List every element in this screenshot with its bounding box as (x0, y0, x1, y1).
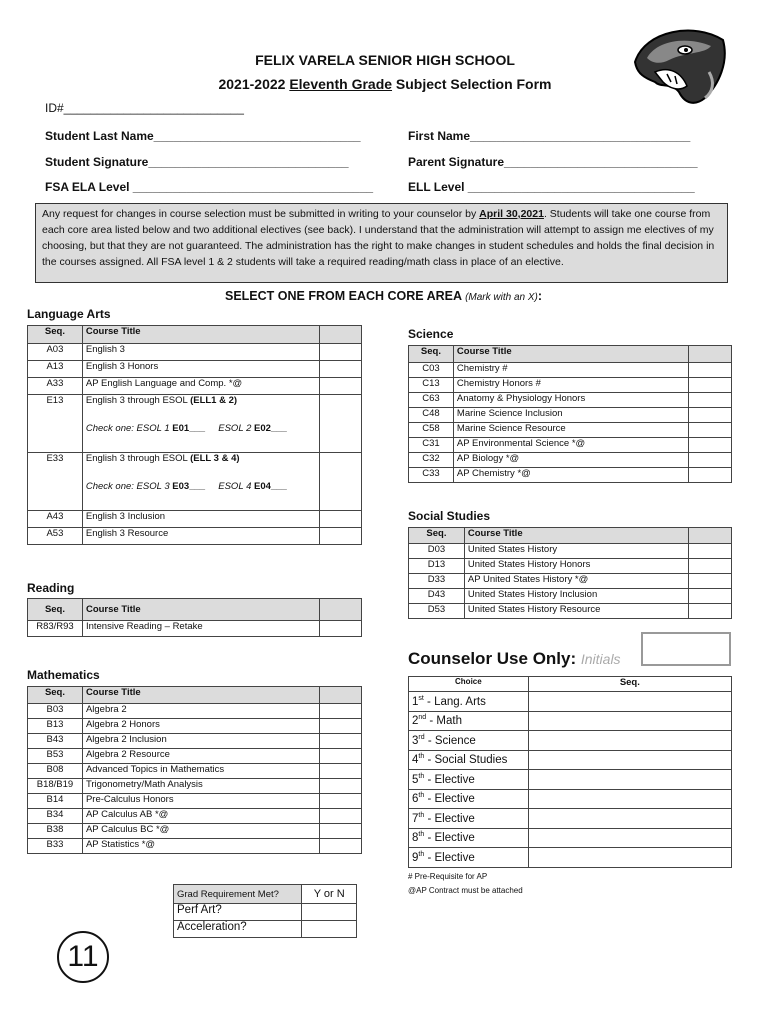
mark-cell[interactable] (689, 589, 732, 604)
course-seq: B43 (28, 734, 83, 749)
course-title (82, 453, 319, 511)
choice-number: 4 (412, 754, 419, 767)
esol-option-e04[interactable]: E04___ (254, 481, 287, 492)
table-row (28, 361, 362, 378)
col-course-title: Course Title (82, 326, 319, 344)
mark-cell[interactable] (320, 395, 362, 453)
table-row (409, 423, 732, 438)
col-course-title: Course Title (464, 528, 688, 544)
course-seq: D13 (409, 559, 465, 574)
course-seq: E13 (28, 395, 83, 453)
course-title-level: (ELL1 & 2) (190, 395, 238, 406)
course-seq: C13 (409, 378, 454, 393)
mark-cell[interactable] (689, 544, 732, 559)
choice-label (409, 692, 529, 712)
course-seq: C03 (409, 363, 454, 378)
school-name: FELIX VARELA SENIOR HIGH SCHOOL (255, 52, 515, 68)
course-title: Anatomy & Physiology Honors (453, 393, 688, 408)
mark-cell[interactable] (320, 528, 362, 545)
mark-cell[interactable] (320, 749, 362, 764)
counselor-table (408, 676, 732, 868)
table-row (409, 453, 732, 468)
col-choice: Choice (409, 677, 529, 692)
table-row (28, 839, 362, 854)
choice-ordinal: th (418, 772, 425, 780)
mathematics-table (27, 686, 362, 854)
course-title: AP United States History *@ (464, 574, 688, 589)
choice-ordinal: th (418, 792, 425, 800)
choice-subject: - Elective (424, 773, 475, 786)
choice-label (409, 750, 529, 770)
course-title-text: English 3 through ESOL (85, 395, 191, 406)
choice-ordinal: rd (418, 733, 425, 741)
choice-subject: - Elective (424, 851, 475, 864)
mark-cell[interactable] (689, 378, 732, 393)
course-title: AP Chemistry *@ (453, 468, 688, 483)
perf-art-label: Perf Art? (174, 904, 302, 921)
table-row (28, 528, 362, 545)
col-mark (320, 687, 362, 704)
acceleration-answer[interactable] (302, 921, 357, 938)
table-row (409, 770, 732, 790)
form-subtitle: Subject Selection Form (392, 76, 552, 92)
choice-label (409, 789, 529, 809)
table-row (409, 731, 732, 751)
notice-box (35, 203, 728, 283)
course-title: Advanced Topics in Mathematics (82, 764, 319, 779)
table-row (28, 734, 362, 749)
id-field[interactable]: ID#___________________________ (45, 101, 244, 115)
choice-label (409, 731, 529, 751)
counselor-title: Counselor Use Only: (408, 649, 581, 668)
mark-cell[interactable] (320, 779, 362, 794)
mark-cell[interactable] (320, 453, 362, 511)
col-seq: Seq. (409, 346, 454, 363)
select-heading-colon: : (537, 289, 543, 303)
course-title: AP Calculus BC *@ (82, 824, 319, 839)
esol-check-mid: ESOL 4 (205, 481, 254, 492)
table-row (409, 848, 732, 868)
form-year: 2021-2022 (218, 76, 290, 92)
course-seq: B03 (28, 704, 83, 719)
mark-cell[interactable] (320, 511, 362, 528)
course-seq: A03 (28, 344, 83, 361)
table-row (409, 559, 732, 574)
seq-entry[interactable] (528, 848, 731, 868)
mark-cell[interactable] (689, 574, 732, 589)
mark-cell[interactable] (320, 794, 362, 809)
mark-cell[interactable] (689, 559, 732, 574)
course-seq: C31 (409, 438, 454, 453)
course-title: Algebra 2 Inclusion (82, 734, 319, 749)
choice-number: 3 (412, 734, 419, 747)
course-title: Algebra 2 (82, 704, 319, 719)
select-heading-text: SELECT ONE FROM EACH CORE AREA (225, 289, 466, 303)
table-row (409, 604, 732, 619)
mark-cell[interactable] (689, 423, 732, 438)
course-title: English 3 Inclusion (82, 511, 319, 528)
course-title: AP English Language and Comp. *@ (82, 378, 319, 395)
course-title: United States History Inclusion (464, 589, 688, 604)
table-row (174, 921, 357, 938)
table-row (28, 809, 362, 824)
table-row (28, 344, 362, 361)
course-title-text: English 3 through ESOL (85, 453, 191, 464)
table-row (409, 574, 732, 589)
table-row (409, 692, 732, 712)
fsa-ela-level-field[interactable]: FSA ELA Level ____________________________________ (45, 180, 374, 194)
seq-entry[interactable] (528, 809, 731, 829)
col-seq: Seq. (28, 326, 83, 344)
esol-check-label: Check one: ESOL 3 (85, 481, 173, 492)
course-seq: B14 (28, 794, 83, 809)
table-row (28, 453, 362, 511)
table-row (174, 904, 357, 921)
seq-entry[interactable] (528, 770, 731, 790)
col-seq: Seq. (528, 677, 731, 692)
table-row (409, 393, 732, 408)
course-seq: B38 (28, 824, 83, 839)
course-seq: B18/B19 (28, 779, 83, 794)
table-row (28, 395, 362, 453)
course-title: Algebra 2 Honors (82, 719, 319, 734)
course-title: AP Statistics *@ (82, 839, 319, 854)
course-seq: C33 (409, 468, 454, 483)
mark-cell[interactable] (320, 764, 362, 779)
course-seq: B33 (28, 839, 83, 854)
grad-requirement-table (173, 884, 357, 938)
grad-requirement-header: Grad Requirement Met? (174, 885, 302, 904)
table-row (409, 468, 732, 483)
col-mark (320, 599, 362, 621)
course-title: English 3 (82, 344, 319, 361)
course-seq: B13 (28, 719, 83, 734)
table-row (28, 824, 362, 839)
mark-cell[interactable] (689, 438, 732, 453)
parent-signature-field[interactable]: Parent Signature_____________________________ (408, 155, 698, 169)
col-course-title: Course Title (82, 687, 319, 704)
course-seq: A33 (28, 378, 83, 395)
choice-number: 8 (412, 832, 419, 845)
seq-entry[interactable] (528, 750, 731, 770)
course-title-level: (ELL 3 & 4) (190, 453, 240, 464)
mark-cell[interactable] (320, 734, 362, 749)
col-seq: Seq. (28, 599, 83, 621)
select-heading (225, 289, 542, 303)
table-row (28, 764, 362, 779)
esol-check-label: Check one: ESOL 1 (85, 423, 173, 434)
course-title: Intensive Reading – Retake (82, 621, 319, 637)
choice-ordinal: st (418, 694, 424, 702)
course-seq: A53 (28, 528, 83, 545)
choice-number: 1 (412, 695, 419, 708)
course-seq: D03 (409, 544, 465, 559)
select-heading-note: (Mark with an X) (465, 292, 538, 303)
course-title: Marine Science Resource (453, 423, 688, 438)
choice-label (409, 770, 529, 790)
choice-subject: - Science (424, 734, 476, 747)
mark-cell[interactable] (689, 604, 732, 619)
mark-cell[interactable] (689, 453, 732, 468)
course-seq: C48 (409, 408, 454, 423)
course-seq: D53 (409, 604, 465, 619)
notice-deadline: April 30,2021 (479, 208, 544, 220)
footnote-prerequisite: # Pre-Requisite for AP (408, 872, 488, 881)
choice-label (409, 848, 529, 868)
choice-label (409, 711, 529, 731)
choice-ordinal: th (418, 811, 425, 819)
notice-text-2: . Students will take one course from each core area listed below and two additional electives (see back). I understand that the administration will attempt to assign me electives of my choosing, but that they are not guaranteed. The administration has the right to make changes in student schedules and holds the final decision in the courses assigned. All FSA level 1 & 2 students will take a required reading/math class in place of an elective. (42, 208, 715, 268)
esol-option-e01[interactable]: E01___ (172, 423, 206, 434)
esol-check (86, 481, 316, 492)
mark-cell[interactable] (320, 809, 362, 824)
grade-badge: 11 (57, 931, 109, 983)
esol-check-mid: ESOL 2 (205, 423, 254, 434)
course-seq: E33 (28, 453, 83, 511)
reading-table (27, 598, 362, 637)
mark-cell[interactable] (320, 361, 362, 378)
social-studies-table (408, 527, 732, 619)
mark-cell[interactable] (320, 344, 362, 361)
choice-label (409, 809, 529, 829)
course-title: Chemistry Honors # (453, 378, 688, 393)
seq-entry[interactable] (528, 711, 731, 731)
course-title: Pre-Calculus Honors (82, 794, 319, 809)
choice-ordinal: th (418, 831, 425, 839)
choice-subject: - Elective (424, 832, 475, 845)
course-seq: B08 (28, 764, 83, 779)
form-grade: Eleventh Grade (289, 76, 393, 92)
course-seq: C32 (409, 453, 454, 468)
first-name-field[interactable]: First Name_________________________________ (408, 129, 691, 143)
table-row (28, 794, 362, 809)
seq-entry[interactable] (528, 828, 731, 848)
col-seq: Seq. (28, 687, 83, 704)
language-arts-heading: Language Arts (27, 307, 111, 321)
choice-ordinal: th (418, 850, 425, 858)
esol-option-e03[interactable]: E03___ (172, 481, 206, 492)
course-seq: D33 (409, 574, 465, 589)
science-heading: Science (408, 327, 454, 341)
course-title: AP Calculus AB *@ (82, 809, 319, 824)
course-title: AP Environmental Science *@ (453, 438, 688, 453)
choice-subject: - Elective (424, 812, 475, 825)
mark-cell[interactable] (320, 621, 362, 637)
table-row (409, 789, 732, 809)
choice-number: 2 (412, 715, 419, 728)
course-seq: A43 (28, 511, 83, 528)
esol-option-e02[interactable]: E02___ (254, 423, 287, 434)
table-row (409, 809, 732, 829)
perf-art-answer[interactable] (302, 904, 357, 921)
social-studies-heading: Social Studies (408, 509, 491, 523)
mathematics-heading: Mathematics (27, 668, 100, 682)
course-title: Trigonometry/Math Analysis (82, 779, 319, 794)
course-title: AP Biology *@ (453, 453, 688, 468)
col-mark (320, 326, 362, 344)
choice-ordinal: th (418, 753, 425, 761)
col-mark (689, 346, 732, 363)
course-title (82, 395, 319, 453)
course-seq: A13 (28, 361, 83, 378)
initials-box[interactable] (641, 632, 731, 666)
choice-subject: - Lang. Arts (423, 695, 486, 708)
table-row (409, 363, 732, 378)
choice-subject: - Social Studies (424, 754, 508, 767)
notice-text-1: Any request for changes in course selection must be submitted in writing to your counselor by (42, 208, 480, 220)
student-last-name-field[interactable]: Student Last Name_______________________________ (45, 129, 361, 143)
seq-entry[interactable] (528, 789, 731, 809)
footnote-ap-contract: @AP Contract must be attached (408, 886, 523, 895)
choice-number: 9 (412, 851, 419, 864)
choice-ordinal: nd (418, 714, 427, 722)
mark-cell[interactable] (320, 839, 362, 854)
table-row (28, 779, 362, 794)
ell-level-field[interactable]: ELL Level __________________________________ (408, 180, 695, 194)
language-arts-table (27, 325, 362, 545)
mark-cell[interactable] (320, 824, 362, 839)
science-table (408, 345, 732, 483)
course-title: Chemistry # (453, 363, 688, 378)
mark-cell[interactable] (320, 704, 362, 719)
student-signature-field[interactable]: Student Signature______________________________ (45, 155, 349, 169)
mark-cell[interactable] (689, 468, 732, 483)
counselor-initials-label: Initials (580, 651, 621, 667)
table-row (28, 749, 362, 764)
table-row (28, 621, 362, 637)
course-title: United States History Resource (464, 604, 688, 619)
table-row (409, 589, 732, 604)
course-seq: C63 (409, 393, 454, 408)
choice-label (409, 828, 529, 848)
choice-number: 6 (412, 793, 419, 806)
table-row (409, 408, 732, 423)
table-row (409, 750, 732, 770)
viper-logo (625, 22, 729, 108)
course-title: United States History Honors (464, 559, 688, 574)
acceleration-label: Acceleration? (174, 921, 302, 938)
course-title: Marine Science Inclusion (453, 408, 688, 423)
table-row (28, 378, 362, 395)
course-title: United States History (464, 544, 688, 559)
mark-cell[interactable] (320, 378, 362, 395)
reading-heading: Reading (27, 581, 75, 595)
table-row (409, 828, 732, 848)
choice-subject: - Elective (424, 793, 475, 806)
table-row (409, 711, 732, 731)
col-mark (689, 528, 732, 544)
yes-no-header: Y or N (302, 885, 357, 904)
course-seq: D43 (409, 589, 465, 604)
seq-entry[interactable] (528, 731, 731, 751)
col-seq: Seq. (409, 528, 465, 544)
col-course-title: Course Title (453, 346, 688, 363)
mark-cell[interactable] (320, 719, 362, 734)
table-row (28, 704, 362, 719)
mark-cell[interactable] (689, 363, 732, 378)
choice-number: 5 (412, 773, 419, 786)
table-row (409, 544, 732, 559)
mark-cell[interactable] (689, 408, 732, 423)
course-seq: C58 (409, 423, 454, 438)
course-seq: B34 (28, 809, 83, 824)
counselor-heading (408, 649, 621, 669)
table-row (409, 438, 732, 453)
course-title: English 3 Resource (82, 528, 319, 545)
seq-entry[interactable] (528, 692, 731, 712)
course-title: Algebra 2 Resource (82, 749, 319, 764)
course-seq: B53 (28, 749, 83, 764)
table-row (28, 719, 362, 734)
course-seq: R83/R93 (28, 621, 83, 637)
table-row (409, 378, 732, 393)
course-title: English 3 Honors (82, 361, 319, 378)
esol-check (86, 423, 316, 434)
mark-cell[interactable] (689, 393, 732, 408)
choice-number: 7 (412, 812, 419, 825)
col-course-title: Course Title (82, 599, 319, 621)
choice-subject: - Math (426, 715, 462, 728)
table-row (28, 511, 362, 528)
